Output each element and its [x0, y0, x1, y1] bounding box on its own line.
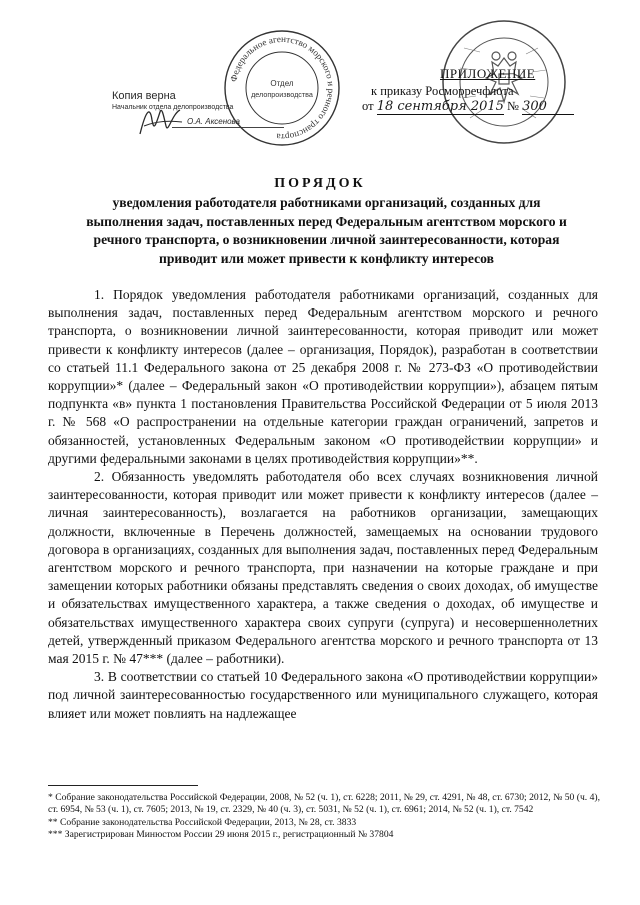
paragraph-2: 2. Обязанность уведомлять работодателя обо всех случаях возникновения личной заинтересованности, которая приводит или может привести к конфликту интересов (далее – личная заинтересованность), возлагается на работников организации, замещающих должности, включенные в Перечень должностей, замещаемых на основании трудового договора в организациях, созданных для выполнения задач, поставленных перед Федеральным агентством морского и речного транспорта, при назначении на которые граждане и при замещении которых работники обязаны представлять сведения о своих доходах, об имуществе и обязательствах имущественного характера, а также сведения о доходах, об имуществе и обязательствах имущественного характера своих супруги (супруга) и несовершеннолетних детей, утвержденный приказом Федерального агентства морского и речного транспорта от 13 мая 2015 г. № 47*** (далее – работники). — [48, 469, 598, 667]
department-stamp — [222, 28, 342, 148]
footnote-2: ** Собрание законодательства Российской Федерации, 2013, № 28, ст. 3833 — [48, 816, 357, 828]
stamp-ring-text: Федеральное агентство морского и речного транспорта — [228, 33, 337, 143]
paragraph-1: 1. Порядок уведомления работодателя работниками организаций, созданных для выполнения задач, поставленных перед Федеральным агентством морского и речного транспорта, о возникновении личной заинтересованности, которая приводит или может привести к конфликту интересов (далее – организация, Порядок), разработан в соответствии со статьей 11.1 Федерального закона от 25 декабря 2008 г. № 273-ФЗ «О противодействии коррупции»* (далее – Федеральный закон «О противодействии коррупции»), абзацем пятым подпункта «в» пункта 1 постановления Правительства Российской Федерации от 5 июля 2013 г. № 568 «О распространении на отдельные категории граждан ограничений, запретов и обязанностей, установленных Федеральным законом «О противодействии коррупции» и другими федеральными законами в целях противодействия коррупции»**. — [48, 287, 598, 466]
footnotes — [48, 792, 600, 842]
document-title: ПОРЯДОК — [274, 176, 366, 191]
document-subtitle: уведомления работодателя работниками организаций, созданных для выполнения задач, поставленных перед Федеральным агентством морского и речного транспорта, о возникновении личной заинтересованности, которая приводит или может привести к конфликту интересов — [86, 195, 567, 267]
copy-signer-name: О.А. Аксенова — [187, 117, 240, 126]
order-reference: к приказу Росморречфлота — [371, 84, 514, 98]
footnote-divider — [48, 785, 198, 786]
appendix-label: ПРИЛОЖЕНИЕ — [440, 66, 536, 81]
document-body — [48, 286, 598, 723]
stamp-center-line-2: делопроизводства — [251, 90, 313, 99]
order-date: 18 сентября 2015 — [376, 99, 504, 114]
number-prefix: № — [507, 99, 519, 113]
footnote-3: *** Зарегистрирован Минюстом России 29 июня 2015 г., регистрационный № 37804 — [48, 829, 394, 841]
signature-icon — [136, 104, 184, 138]
copy-position: Начальник отдела делопроизводства — [112, 104, 234, 111]
order-date-line — [362, 99, 574, 115]
copy-label: Копия верна — [112, 90, 176, 102]
order-number: 300 — [522, 99, 574, 115]
footnote-1: * Собрание законодательства Российской Федерации, 2008, № 52 (ч. 1), ст. 6228; 2011, № 29, ст. 4291, № 48, ст. 6730; 2012, № 50 (ч. 4), ст. 6954, № 53 (ч. 1), ст. 7605; 2013, № 19, ст. 2329, № 40 (ч. 3), ст. 5031, № 52 (ч. 1), ст. 6961; 2014, № 52 (ч. 1), ст. 7542 — [48, 792, 600, 816]
date-prefix: от — [362, 99, 374, 113]
stamp-center-line-1: Отдел — [270, 79, 294, 88]
emblem-seal-icon — [440, 18, 568, 146]
paragraph-3: 3. В соответствии со статьей 10 Федерального закона «О противодействии коррупции» под личной заинтересованностью государственного или муниципального служащего, которая влияет или может повлиять на надлежащее — [48, 669, 598, 721]
